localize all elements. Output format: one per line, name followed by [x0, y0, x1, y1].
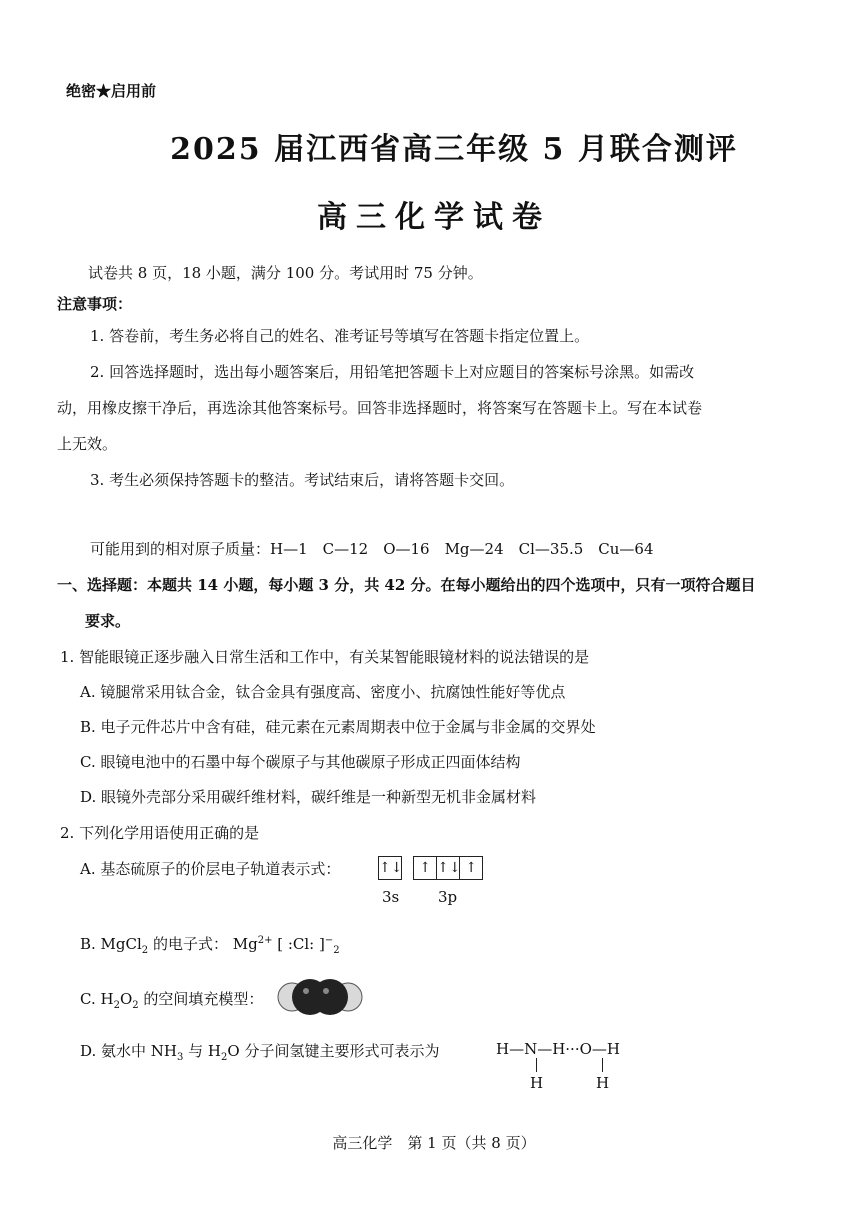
section1-heading-cont: 要求。 [85, 612, 131, 630]
q2-option-a-text: A. 基态硫原子的价层电子轨道表示式： [80, 860, 341, 878]
bond-line [536, 1058, 537, 1072]
subscript: 2 [113, 1000, 120, 1011]
orbital-box: ↑ [414, 857, 437, 879]
intro-text: 试卷共 8 页，18 小题，满分 100 分。考试用时 75 分钟。 [88, 264, 483, 282]
atomic-masses: 可能用到的相对原子质量：H—1 C—12 O—16 Mg—24 Cl—35.5 Cu—64 [90, 540, 654, 558]
q1-option-c: C. 眼镜电池中的石墨中每个碳原子与其他碳原子形成正四面体结构 [80, 753, 521, 771]
orbital-box: ↑↓ [437, 857, 460, 879]
orbital-3p [413, 856, 483, 880]
q2-option-d-text: D. 氨水中 NH [80, 1042, 178, 1060]
q1-option-d: D. 眼镜外壳部分采用碳纤维材料，碳纤维是一种新型无机非金属材料 [80, 788, 537, 806]
cl-count: 2 [333, 945, 340, 956]
hydrogen-bond-formula: H—N—H···O—H [496, 1040, 620, 1058]
orbital-box: ↑ [465, 860, 477, 876]
q2-option-c-text: C. H [80, 990, 114, 1008]
bond-line [602, 1058, 603, 1072]
q2-option-a [80, 858, 340, 879]
orbital-label-3p: 3p [438, 888, 458, 906]
q2-option-d-text2: 与 H [183, 1042, 222, 1060]
subscript: 2 [132, 1000, 139, 1011]
orbital-label-3s: 3s [382, 888, 400, 906]
note-1: 1. 答卷前，考生务必将自己的姓名、准考证号等填写在答题卡指定位置上。 [90, 327, 590, 345]
cl-electron-dot: [ :Cl: ] [277, 935, 325, 953]
mg-symbol: Mg [232, 935, 258, 953]
notes-heading: 注意事项： [57, 295, 133, 313]
exam-title: 2025 届江西省高三年级 5 月联合测评 [170, 132, 738, 167]
q2-stem: 2. 下列化学用语使用正确的是 [60, 824, 260, 842]
q2-option-c-text2: 的空间填充模型： [138, 990, 264, 1008]
oxygen-symbol: O [119, 990, 133, 1008]
orbital-box: ↑↓ [379, 860, 403, 876]
mg-charge: 2+ [257, 935, 273, 946]
q2-option-b-text: B. MgCl [80, 935, 142, 953]
note-2: 2. 回答选择题时，选出每小题答案后，用铅笔把答题卡上对应题目的答案标号涂黑。如需改 [90, 363, 695, 381]
subscript: 2 [221, 1052, 228, 1063]
q1-stem: 1. 智能眼镜正逐步融入日常生活和工作中，有关某智能眼镜材料的说法错误的是 [60, 648, 590, 666]
q2-option-d-text3: O 分子间氢键主要形式可表示为 [227, 1042, 440, 1060]
q1-option-b: B. 电子元件芯片中含有硅，硅元素在元素周期表中位于金属与非金属的交界处 [80, 718, 596, 736]
page-footer: 高三化学 第 1 页（共 8 页） [332, 1134, 536, 1152]
exam-subtitle: 高三化学试卷 [317, 200, 551, 235]
q2-option-c [80, 988, 263, 1011]
note-3: 3. 考生必须保持答题卡的整洁。考试结束后，请将答题卡交回。 [90, 471, 515, 489]
note-2-cont: 动，用橡皮擦干净后，再选涂其他答案标号。回答非选择题时，将答案写在答题卡上。写在本试卷 [57, 399, 703, 417]
q2-option-b-text2: 的电子式： [148, 935, 228, 953]
space-filling-model-image [272, 976, 368, 1018]
cl-charge: − [324, 935, 334, 946]
subscript: 3 [177, 1052, 184, 1063]
secret-mark: 绝密★启用前 [66, 82, 157, 100]
section1-heading: 一、选择题：本题共 14 小题，每小题 3 分，共 42 分。在每小题给出的四个选项中，只有一项符合题目 [57, 576, 756, 594]
subscript: 2 [141, 945, 149, 956]
q2-option-d [80, 1040, 439, 1063]
note-2-end: 上无效。 [57, 435, 118, 453]
hydrogen-atom-o: H [596, 1074, 610, 1092]
q2-option-b [80, 933, 340, 956]
q1-option-a: A. 镜腿常采用钛合金，钛合金具有强度高、密度小、抗腐蚀性能好等优点 [80, 683, 566, 701]
hydrogen-atom-n: H [530, 1074, 544, 1092]
orbital-diagram [378, 856, 483, 880]
orbital-3s [378, 856, 402, 880]
